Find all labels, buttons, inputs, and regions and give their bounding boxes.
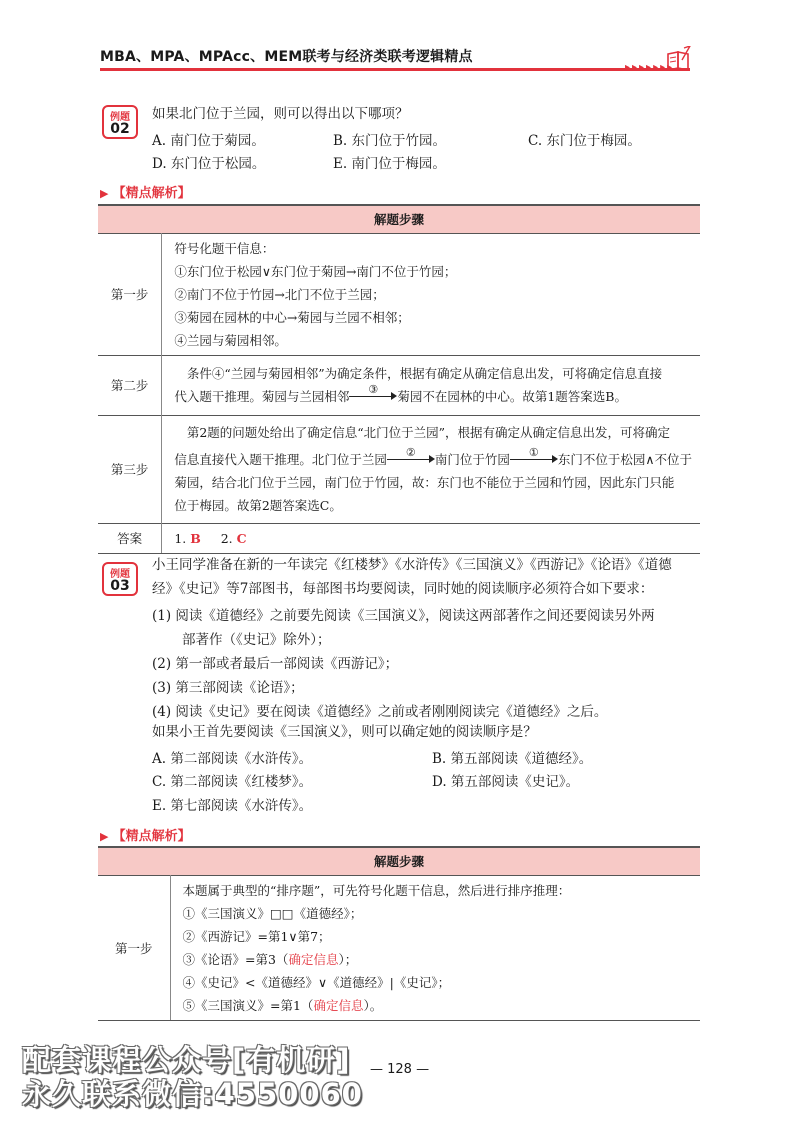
example-badge-label: 例题 bbox=[110, 112, 130, 123]
example-badge-02 bbox=[102, 105, 138, 139]
triangle-icon: ▶ bbox=[100, 187, 109, 200]
triangle-icon: ▶ bbox=[100, 830, 109, 843]
analysis-section-label: 【精点解析】 bbox=[112, 186, 191, 201]
step-label-1: 第一步 bbox=[98, 875, 170, 1020]
certain-info-highlight: 确定信息 bbox=[313, 997, 364, 1013]
step1-line1: ①《三国演义》□□《道德经》； bbox=[182, 905, 363, 921]
steps-table-header: 解题步骤 bbox=[98, 847, 700, 875]
step-content-2 bbox=[162, 355, 700, 415]
step1-line: ①东门位于松园∨东门位于菊园→南门不位于竹园； bbox=[174, 263, 457, 279]
example-badge-number: 03 bbox=[110, 578, 130, 594]
example3-condition-4: (4) 阅读《史记》要在阅读《道德经》之前或者刚刚阅读完《道德经》之后。 bbox=[152, 704, 608, 720]
example2-option-d: D. 东门位于松园。 bbox=[152, 156, 266, 172]
analysis-section-label: 【精点解析】 bbox=[112, 829, 191, 844]
page-header bbox=[100, 42, 700, 78]
analysis-section-heading-2 bbox=[100, 825, 191, 844]
example-badge-number: 02 bbox=[110, 121, 130, 137]
watermark-line-1: 配套课程公众号[有机研] bbox=[22, 1043, 351, 1077]
step1-line4: ④《史记》<《道德经》∨《道德经》|《史记》； bbox=[182, 974, 451, 990]
answer-value-2: C bbox=[236, 530, 247, 546]
arrow-condition-label: ① bbox=[528, 446, 539, 459]
step1-line2: ②《西游记》=第1∨第7； bbox=[182, 928, 331, 944]
example3-option-e: E. 第七部阅读《水浒传》。 bbox=[152, 798, 313, 814]
step1-line: 符号化题干信息： bbox=[174, 240, 275, 256]
step1-line5 bbox=[183, 994, 693, 1017]
example3-option-d: D. 第五部阅读《史记》。 bbox=[432, 774, 580, 790]
step-label-1: 第一步 bbox=[98, 233, 162, 355]
step-content-3 bbox=[162, 415, 700, 523]
example3-intro-line1: 小王同学准备在新的一年读完《红楼梦》《水浒传》《三国演义》《西游记》《论语》《道德 bbox=[152, 557, 672, 573]
analysis-section-heading-1 bbox=[100, 182, 191, 201]
example2-option-e: E. 南门位于梅园。 bbox=[333, 156, 446, 172]
example-badge-label: 例题 bbox=[110, 569, 130, 580]
example3-option-a: A. 第二部阅读《水浒传》。 bbox=[152, 751, 313, 767]
header-rule bbox=[100, 68, 690, 71]
step1-line0: 本题属于典型的“排序题”，可先符号化题干信息，然后进行排序推理： bbox=[182, 882, 571, 898]
step3-line1: 第2题的问题处给出了确定信息“北门位于兰园”，根据有确定从确定信息出发，可将确定 bbox=[186, 425, 671, 440]
step2-line1: 条件④“兰园与菊园相邻”为确定条件，根据有确定从确定信息出发，可将确定信息直接 bbox=[186, 366, 663, 381]
step3-text-b: 南门位于竹园 bbox=[434, 452, 510, 467]
example3-option-b: B. 第五部阅读《道德经》。 bbox=[432, 751, 593, 767]
step1-line: ③菊园在园林的中心→菊园与兰园不相邻； bbox=[174, 309, 410, 325]
answer-value-1: B bbox=[190, 530, 201, 546]
page-number: — 128 — bbox=[370, 1062, 430, 1077]
step2-line2 bbox=[174, 385, 692, 408]
header-title: MBA、MPA、MPAcc、MEM联考与经济类联考逻辑精点 bbox=[100, 49, 473, 65]
step1-line: ④兰园与菊园相邻。 bbox=[174, 332, 287, 348]
step-label-2: 第二步 bbox=[98, 355, 162, 415]
example3-condition-2: (2) 第一部或者最后一部阅读《西游记》； bbox=[152, 656, 399, 672]
example-badge-03 bbox=[102, 562, 138, 596]
example3-question: 如果小王首先要阅读《三国演义》，则可以确定她的阅读顺序是？ bbox=[152, 724, 537, 740]
example2-option-b: B. 东门位于竹园。 bbox=[333, 133, 447, 149]
step3-text-a: 信息直接代入题干推理。北门位于兰园 bbox=[174, 452, 387, 467]
steps-table-header: 解题步骤 bbox=[98, 205, 700, 233]
step1-line: ②南门不位于竹园→北门不位于兰园； bbox=[174, 286, 385, 302]
step1-line5-text-a: ⑤《三国演义》=第1（ bbox=[182, 997, 314, 1013]
step2-text-a: 代入题干推理。菊园与兰园相邻 bbox=[174, 389, 350, 404]
step-content-1 bbox=[170, 875, 700, 1020]
example3-condition-1-cont: 部著作（《史记》除外）； bbox=[182, 632, 331, 648]
header-dots-decoration: ▸▸▸▸▸▸▸ bbox=[625, 62, 675, 73]
step1-line3-text-b: ）； bbox=[338, 951, 358, 967]
answer-num-1: 1. bbox=[174, 530, 187, 546]
certain-info-highlight: 确定信息 bbox=[288, 951, 339, 967]
step1-line3-text-a: ③《论语》=第3（ bbox=[182, 951, 289, 967]
answer-content bbox=[162, 523, 700, 553]
step2-text-b: 菊园不在园林的中心。故第1题答案选B。 bbox=[397, 389, 627, 404]
solution-steps-table-2 bbox=[98, 846, 700, 1021]
step-label-3: 第三步 bbox=[98, 415, 162, 523]
implies-arrow-icon bbox=[387, 446, 435, 465]
example2-question: 如果北门位于兰园，则可以得出以下哪项？ bbox=[152, 106, 409, 122]
example3-option-c: C. 第二部阅读《红楼梦》。 bbox=[152, 774, 313, 790]
arrow-condition-label: ② bbox=[405, 446, 416, 459]
arrow-condition-label: ③ bbox=[368, 383, 379, 396]
example3-condition-3: (3) 第三部阅读《论语》； bbox=[152, 680, 304, 696]
step1-line5-text-b: ）。 bbox=[363, 997, 383, 1013]
implies-arrow-icon bbox=[349, 383, 397, 402]
answer-num-2: 2. bbox=[220, 530, 233, 546]
watermark-line-2: 永久联系微信:4550060 bbox=[22, 1077, 363, 1111]
example2-option-a: A. 南门位于菊园。 bbox=[152, 133, 265, 149]
step3-line4: 位于梅园。故第2题答案选C。 bbox=[174, 498, 342, 513]
step3-line3: 菊园，结合北门位于兰园，南门位于竹园，故：东门也不能位于兰园和竹园，因此东门只能 bbox=[174, 475, 675, 490]
implies-arrow-icon bbox=[510, 446, 558, 465]
example3-intro-line2: 经》《史记》等7部图书，每部图书均要阅读，同时她的阅读顺序必须符合如下要求： bbox=[152, 581, 654, 597]
step3-line2 bbox=[174, 448, 692, 471]
open-book-icon bbox=[666, 46, 692, 72]
answer-label: 答案 bbox=[98, 523, 162, 553]
example2-option-c: C. 东门位于梅园。 bbox=[528, 133, 641, 149]
step1-line3 bbox=[183, 948, 693, 971]
step-content-1 bbox=[162, 233, 700, 355]
step3-text-c: 东门不位于松园∧不位于 bbox=[557, 452, 692, 467]
solution-steps-table-1 bbox=[98, 204, 700, 554]
example3-condition-1: (1) 阅读《道德经》之前要先阅读《三国演义》，阅读这两部著作之间还要阅读另外两 bbox=[152, 608, 655, 624]
